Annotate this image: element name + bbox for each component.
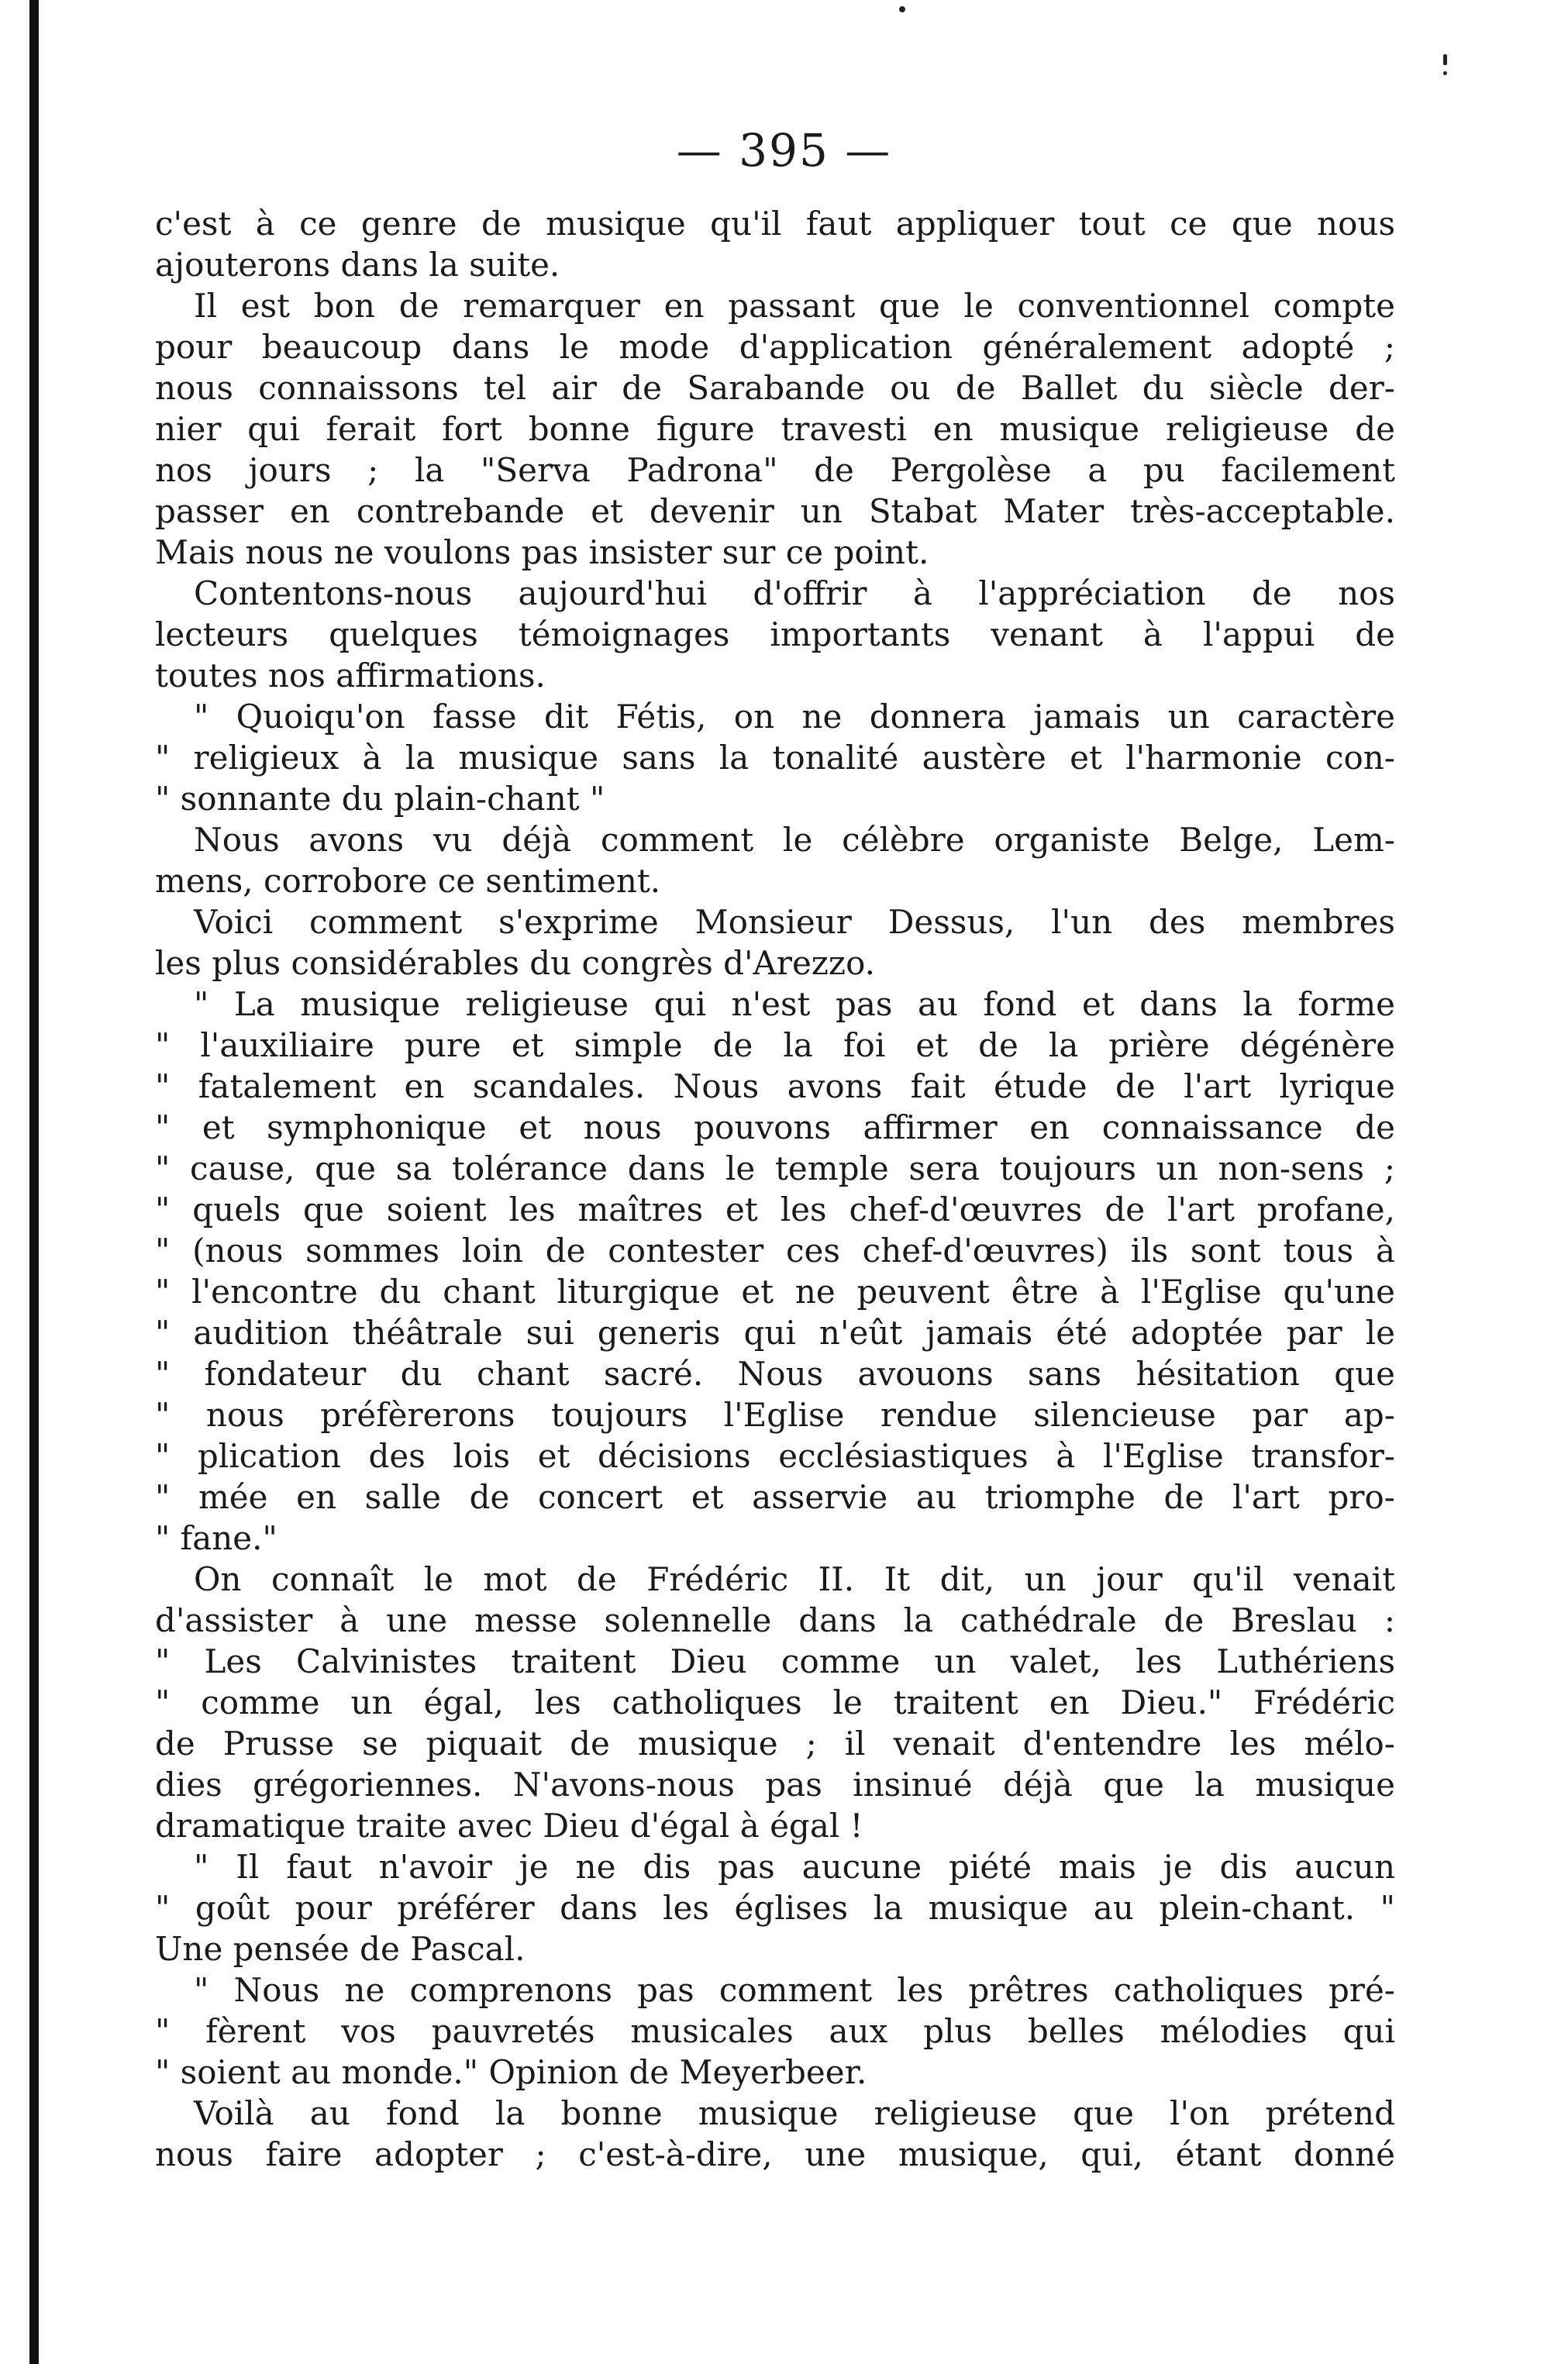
body-text — [155, 203, 1395, 2175]
ink-speck — [899, 6, 905, 12]
text-line: Il est bon de remarquer en passant que le conventionnel compte — [194, 287, 1395, 325]
text-line: Nous avons vu déjà comment le célèbre organiste Belge, Lem- — [194, 821, 1395, 859]
text-line: On connaît le mot de Frédéric II. It dit, un jour qu'il venait — [194, 1560, 1395, 1598]
text-line: " Nous ne comprenons pas comment les prêtres catholiques pré- — [194, 1971, 1395, 2009]
text-line: Mais nous ne voulons pas insister sur ce point. — [155, 533, 929, 571]
text-line: " goût pour préférer dans les églises la musique au plein-chant. " — [155, 1889, 1395, 1927]
text-line: lecteurs quelques témoignages importants venant à l'appui de — [155, 615, 1395, 653]
text-line: " fane." — [155, 1519, 277, 1557]
text-line: nier qui ferait fort bonne figure travesti en musique religieuse de — [155, 410, 1395, 448]
text-line: " sonnante du plain-chant " — [155, 780, 605, 818]
text-line: Contentons-nous aujourd'hui d'offrir à l'appréciation de nos — [194, 574, 1395, 612]
text-line: " et symphonique et nous pouvons affirmer en connaissance de — [155, 1108, 1395, 1146]
text-line: " fatalement en scandales. Nous avons fait étude de l'art lyrique — [155, 1067, 1395, 1105]
text-line: nous faire adopter ; c'est-à-dire, une musique, qui, étant donné — [155, 2135, 1395, 2173]
text-line: Une pensée de Pascal. — [155, 1930, 526, 1968]
text-line: " audition théâtrale sui generis qui n'eût jamais été adoptée par le — [155, 1314, 1395, 1352]
text-line: " nous préfèrerons toujours l'Eglise rendue silencieuse par ap- — [155, 1396, 1395, 1434]
text-line: mens, corrobore ce sentiment. — [155, 862, 661, 900]
text-line: " cause, que sa tolérance dans le temple sera toujours un non-sens ; — [155, 1149, 1395, 1187]
text-line: d'assister à une messe solennelle dans la cathédrale de Breslau : — [155, 1601, 1395, 1639]
ink-speck — [1443, 54, 1447, 65]
text-line: ajouterons dans la suite. — [155, 246, 560, 284]
text-line: " La musique religieuse qui n'est pas au fond et dans la forme — [194, 985, 1395, 1023]
text-line: passer en contrebande et devenir un Stabat Mater très-acceptable. — [155, 492, 1395, 530]
ink-speck — [1443, 71, 1447, 75]
text-line: " Les Calvinistes traitent Dieu comme un valet, les Luthériens — [155, 1642, 1395, 1680]
page-binding-edge — [29, 0, 39, 2364]
page-number: — 395 — — [676, 124, 892, 177]
text-line: toutes nos affirmations. — [155, 656, 546, 694]
text-line: " mée en salle de concert et asservie au triomphe de l'art pro- — [155, 1478, 1395, 1516]
text-line: " soient au monde." Opinion de Meyerbeer. — [155, 2053, 867, 2091]
text-line: Voilà au fond la bonne musique religieuse que l'on prétend — [194, 2094, 1395, 2132]
text-line: " l'auxiliaire pure et simple de la foi et de la prière dégénère — [155, 1026, 1395, 1064]
text-line: " fèrent vos pauvretés musicales aux plus belles mélodies qui — [155, 2012, 1395, 2050]
text-line: de Prusse se piquait de musique ; il venait d'entendre les mélo- — [155, 1725, 1395, 1763]
text-line: " plication des lois et décisions ecclésiastiques à l'Eglise transfor- — [155, 1437, 1395, 1475]
text-line: dies grégoriennes. N'avons-nous pas insinué déjà que la musique — [155, 1766, 1395, 1804]
text-line: pour beaucoup dans le mode d'application généralement adopté ; — [155, 328, 1395, 366]
text-line: " Quoiqu'on fasse dit Fétis, on ne donnera jamais un caractère — [194, 698, 1395, 736]
text-line: les plus considérables du congrès d'Arezzo. — [155, 944, 875, 982]
text-line: " quels que soient les maîtres et les chef-d'œuvres de l'art profane, — [155, 1191, 1395, 1229]
text-line: " religieux à la musique sans la tonalité austère et l'harmonie con- — [155, 739, 1395, 777]
text-line: nos jours ; la "Serva Padrona" de Pergolèse a pu facilement — [155, 451, 1395, 489]
text-line: nous connaissons tel air de Sarabande ou de Ballet du siècle der- — [155, 369, 1395, 407]
text-line: " comme un égal, les catholiques le traitent en Dieu." Frédéric — [155, 1683, 1395, 1721]
text-line: Voici comment s'exprime Monsieur Dessus, l'un des membres — [194, 903, 1395, 941]
text-line: " l'encontre du chant liturgique et ne peuvent être à l'Eglise qu'une — [155, 1273, 1395, 1311]
text-line: c'est à ce genre de musique qu'il faut appliquer tout ce que nous — [155, 205, 1395, 243]
text-line: " (nous sommes loin de contester ces chef-d'œuvres) ils sont tous à — [155, 1232, 1395, 1270]
text-line: " Il faut n'avoir je ne dis pas aucune piété mais je dis aucun — [194, 1848, 1395, 1886]
text-line: " fondateur du chant sacré. Nous avouons sans hésitation que — [155, 1355, 1395, 1393]
text-line: dramatique traite avec Dieu d'égal à égal ! — [155, 1807, 863, 1845]
